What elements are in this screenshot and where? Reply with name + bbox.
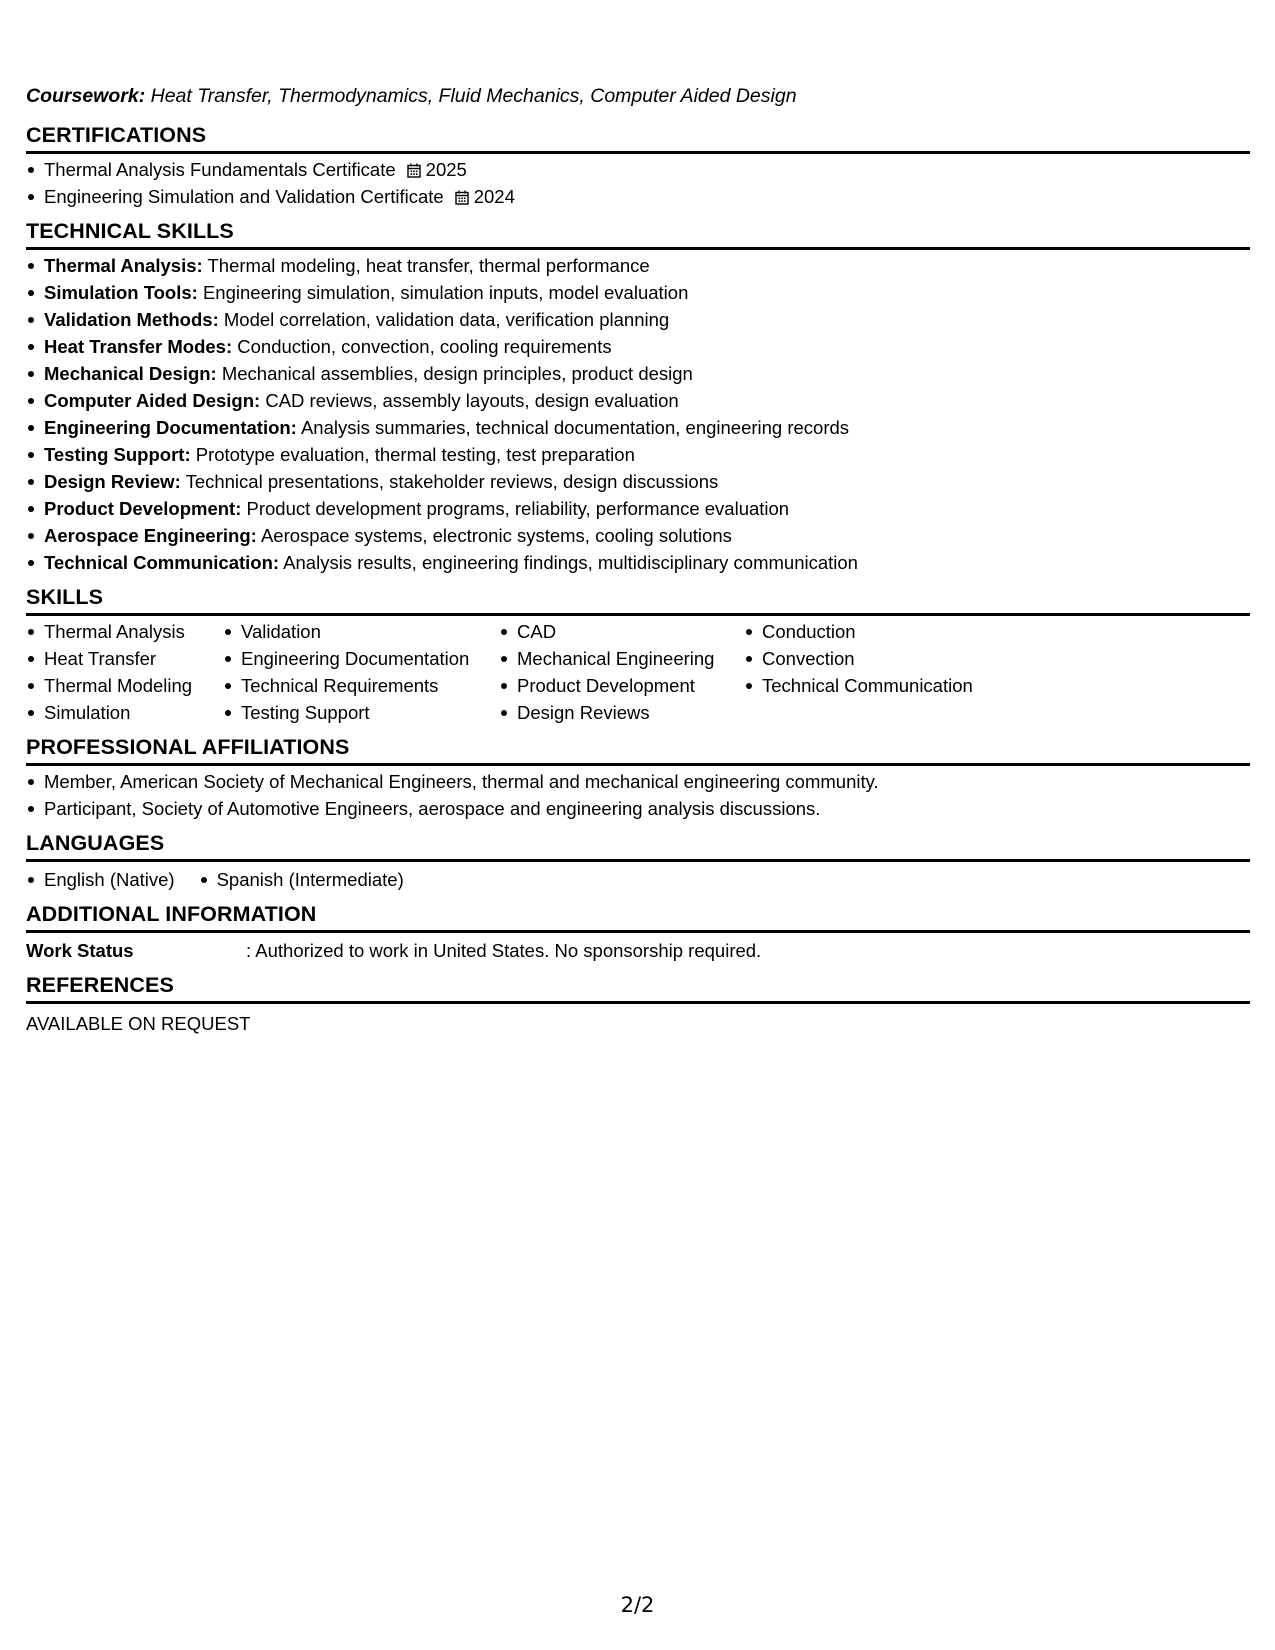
skill-item: CAD — [499, 618, 744, 645]
technical-skill-item — [26, 333, 1250, 360]
certification-year: 2025 — [425, 159, 467, 180]
skill-label: Engineering Documentation: — [44, 417, 297, 438]
skill-label: Computer Aided Design: — [44, 390, 261, 411]
skills-heading: SKILLS — [26, 576, 1250, 616]
skills-column-list — [223, 618, 499, 726]
skill-label: Technical Communication: — [44, 552, 280, 573]
skill-text: Model correlation, validation data, verification planning — [223, 309, 670, 330]
skill-item: Product Development — [499, 672, 744, 699]
skill-label: Design Review: — [44, 471, 181, 492]
skill-item: Design Reviews — [499, 699, 744, 726]
skills-column-list — [499, 618, 744, 726]
technical-skill-item — [26, 252, 1250, 279]
technical-skills-heading: TECHNICAL SKILLS — [26, 210, 1250, 250]
technical-skill-item — [26, 360, 1250, 387]
calendar-icon — [407, 163, 421, 178]
skills-column — [26, 618, 223, 726]
skill-label: Product Development: — [44, 498, 242, 519]
technical-skill-item — [26, 495, 1250, 522]
technical-skill-item — [26, 522, 1250, 549]
coursework-label: Coursework: — [26, 85, 146, 107]
skill-label: Simulation Tools: — [44, 282, 198, 303]
technical-skills-list — [26, 250, 1250, 576]
resume-page — [26, 78, 1250, 1037]
skill-text: Mechanical assemblies, design principles, product design — [221, 363, 693, 384]
skill-text: Analysis summaries, technical documentation, engineering records — [300, 417, 850, 438]
skill-item: Heat Transfer — [26, 645, 223, 672]
skills-column — [499, 618, 744, 726]
calendar-icon — [455, 190, 469, 205]
coursework-value: Heat Transfer, Thermodynamics, Fluid Mechanics, Computer Aided Design — [150, 85, 797, 107]
skill-text: Prototype evaluation, thermal testing, test preparation — [195, 444, 635, 465]
affiliation-item: Member, American Society of Mechanical Engineers, thermal and mechanical engineering community. — [26, 768, 1250, 795]
certifications-section — [26, 114, 1250, 210]
additional-info-heading: ADDITIONAL INFORMATION — [26, 893, 1250, 933]
certification-item — [26, 183, 1250, 210]
technical-skill-item — [26, 414, 1250, 441]
skill-item: Convection — [744, 645, 1044, 672]
technical-skill-item — [26, 306, 1250, 333]
skill-label: Testing Support: — [44, 444, 191, 465]
certification-year: 2024 — [473, 186, 515, 207]
skill-item: Simulation — [26, 699, 223, 726]
technical-skills-section — [26, 210, 1250, 576]
coursework-line — [26, 78, 1250, 114]
skills-column-list — [744, 618, 1044, 699]
skill-item: Testing Support — [223, 699, 499, 726]
technical-skill-item — [26, 441, 1250, 468]
skills-section — [26, 576, 1250, 726]
technical-skill-item — [26, 279, 1250, 306]
certifications-heading: CERTIFICATIONS — [26, 114, 1250, 154]
additional-info-row — [26, 933, 1250, 964]
language-item: Spanish (Intermediate) — [199, 866, 404, 893]
references-heading: REFERENCES — [26, 964, 1250, 1004]
technical-skill-item — [26, 468, 1250, 495]
affiliation-item: Participant, Society of Automotive Engineers, aerospace and engineering analysis discussions. — [26, 795, 1250, 822]
work-status-label: Work Status — [26, 940, 134, 961]
certification-name: Thermal Analysis Fundamentals Certificate — [44, 159, 396, 180]
skill-label: Heat Transfer Modes: — [44, 336, 233, 357]
skill-text: Conduction, convection, cooling requirements — [237, 336, 612, 357]
skill-item: Mechanical Engineering — [499, 645, 744, 672]
skills-grid — [26, 616, 1250, 726]
skill-label: Thermal Analysis: — [44, 255, 203, 276]
skill-text: Technical presentations, stakeholder reviews, design discussions — [185, 471, 719, 492]
skill-label: Validation Methods: — [44, 309, 219, 330]
skill-text: Engineering simulation, simulation inputs, model evaluation — [202, 282, 689, 303]
certification-name: Engineering Simulation and Validation Certificate — [44, 186, 444, 207]
skills-column — [223, 618, 499, 726]
technical-skill-item — [26, 387, 1250, 414]
skill-item: Engineering Documentation — [223, 645, 499, 672]
additional-info-section — [26, 893, 1250, 964]
affiliations-section — [26, 726, 1250, 822]
affiliations-heading: PROFESSIONAL AFFILIATIONS — [26, 726, 1250, 766]
skills-column — [744, 618, 1044, 726]
skill-item: Conduction — [744, 618, 1044, 645]
skill-label: Aerospace Engineering: — [44, 525, 257, 546]
certification-item — [26, 156, 1250, 183]
language-item: English (Native) — [26, 866, 175, 893]
languages-section — [26, 822, 1250, 893]
skill-item: Technical Requirements — [223, 672, 499, 699]
skill-item: Technical Communication — [744, 672, 1044, 699]
technical-skill-item — [26, 549, 1250, 576]
certifications-list — [26, 154, 1250, 210]
skill-item: Thermal Analysis — [26, 618, 223, 645]
skill-text: Product development programs, reliability, performance evaluation — [246, 498, 790, 519]
page-number: 2/2 — [620, 1593, 655, 1617]
references-text: AVAILABLE ON REQUEST — [26, 1013, 251, 1034]
skill-label: Mechanical Design: — [44, 363, 217, 384]
languages-heading: LANGUAGES — [26, 822, 1250, 862]
references-section — [26, 964, 1250, 1037]
skill-text: CAD reviews, assembly layouts, design evaluation — [265, 390, 679, 411]
skill-text: Analysis results, engineering findings, multidisciplinary communication — [283, 552, 858, 573]
work-status-value: : Authorized to work in United States. No sponsorship required. — [246, 940, 762, 961]
skill-text: Aerospace systems, electronic systems, cooling solutions — [260, 525, 732, 546]
affiliations-list — [26, 766, 1250, 822]
skill-item: Validation — [223, 618, 499, 645]
skill-item: Thermal Modeling — [26, 672, 223, 699]
skill-text: Thermal modeling, heat transfer, thermal performance — [207, 255, 650, 276]
languages-list — [26, 862, 1250, 893]
skills-column-list — [26, 618, 223, 726]
